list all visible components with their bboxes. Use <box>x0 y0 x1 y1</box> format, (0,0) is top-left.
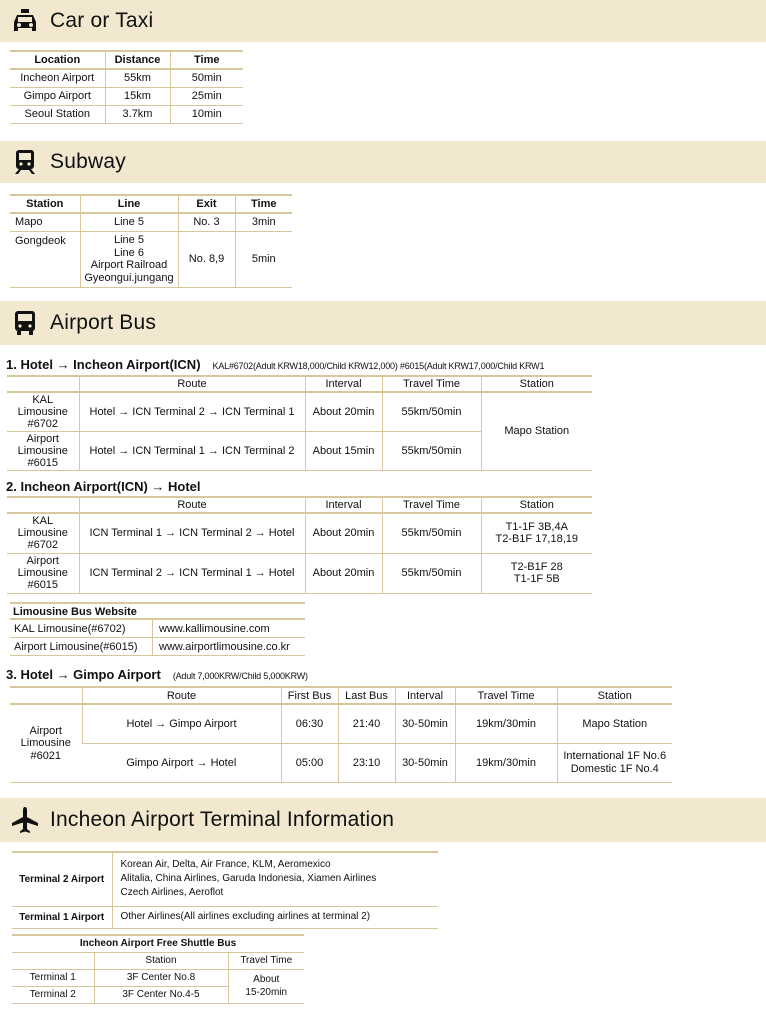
bus-name: KAL Limousine #6702 <box>7 392 79 431</box>
section-car <box>0 0 766 42</box>
cell: Gongdeok <box>10 231 80 287</box>
cell: Hotel → ICN Terminal 2 → ICN Terminal 1 <box>79 392 305 431</box>
table-row <box>10 743 672 782</box>
table-row <box>12 906 438 928</box>
cell: 06:30 <box>281 704 338 743</box>
cell: 5min <box>235 231 292 287</box>
section-title: Airport Bus <box>50 311 157 334</box>
cell: No. 3 <box>178 213 235 231</box>
airline-list: Korean Air, Delta, Air France, KLM, Aeromexico Alitalia, China Airlines, Garuda Indonesia, Xiamen Airlines Czech Airlines, Aeroflot <box>112 852 438 906</box>
cell: 10min <box>170 105 243 123</box>
col-header: Time <box>235 195 292 213</box>
table-row <box>10 69 243 87</box>
shuttle-title: Incheon Airport Free Shuttle Bus <box>12 935 304 952</box>
table-row <box>7 513 592 553</box>
section-title: Car or Taxi <box>50 9 154 32</box>
cell: 30-50min <box>395 704 455 743</box>
cell: 55km <box>105 69 170 87</box>
train-icon <box>10 147 40 177</box>
subway-table <box>10 194 292 288</box>
subsection-heading <box>6 479 201 494</box>
website-link[interactable]: www.airportlimousine.co.kr <box>159 640 290 653</box>
table-row <box>10 105 243 123</box>
subsection-title: 2. Incheon Airport(ICN) → Hotel <box>6 479 201 494</box>
subsection-heading <box>6 667 308 682</box>
terminal-label: Terminal 1 Airport <box>12 906 112 928</box>
airplane-icon <box>10 805 40 835</box>
col-header: First Bus <box>281 687 338 704</box>
table-row <box>12 952 304 969</box>
col-header: Station <box>481 376 592 392</box>
cell: ICN Terminal 2 → ICN Terminal 1 → Hotel <box>79 553 305 593</box>
terminal-table <box>12 851 438 929</box>
col-header: Route <box>82 687 281 704</box>
col-header <box>7 497 79 513</box>
section-title: Subway <box>50 150 126 173</box>
col-header: Interval <box>395 687 455 704</box>
cell: Incheon Airport <box>10 69 105 87</box>
section-terminal <box>0 798 766 842</box>
cell: 23:10 <box>338 743 395 782</box>
line-name: Airport Railroad <box>90 259 168 271</box>
shuttle-table <box>12 934 304 1004</box>
cell: T1-1F 3B,4A T2-B1F 17,18,19 <box>481 513 592 553</box>
cell: About 15-20min <box>228 969 304 1003</box>
cell: 15km <box>105 87 170 105</box>
section-title: Incheon Airport Terminal Information <box>50 808 395 831</box>
col-header: Station <box>94 952 228 969</box>
cell <box>80 231 178 287</box>
table-row <box>10 87 243 105</box>
limousine-website-box <box>10 602 305 656</box>
bus-table-1 <box>7 375 592 471</box>
cell: No. 8,9 <box>178 231 235 287</box>
subsection-heading <box>6 357 544 372</box>
cell: Gimpo Airport <box>10 87 105 105</box>
bus-icon <box>10 308 40 338</box>
table-row <box>12 852 438 906</box>
cell <box>12 952 94 969</box>
col-header <box>7 376 79 392</box>
cell: 55km/50min <box>382 392 481 431</box>
line-name: Line 6 <box>114 246 144 259</box>
col-header: Interval <box>305 497 382 513</box>
section-bus <box>0 301 766 345</box>
table-row <box>10 704 672 743</box>
col-header: Location <box>10 51 105 69</box>
cell: International 1F No.6 Domestic 1F No.4 <box>557 743 672 782</box>
bus-name: KAL Limousine #6702 <box>7 513 79 553</box>
cell: 05:00 <box>281 743 338 782</box>
cell: Terminal 2 <box>12 986 94 1003</box>
cell: About 15min <box>305 431 382 470</box>
bus-table-3 <box>10 686 672 783</box>
col-header: Travel Time <box>228 952 304 969</box>
table-row <box>7 392 592 431</box>
cell: 3min <box>235 213 292 231</box>
website-name: Airport Limousine(#6015) <box>10 638 153 655</box>
col-header: Distance <box>105 51 170 69</box>
cell: T2-B1F 28 T1-1F 5B <box>481 553 592 593</box>
col-header: Station <box>557 687 672 704</box>
cell: Hotel → Gimpo Airport <box>82 704 281 743</box>
col-header: Route <box>79 376 305 392</box>
taxi-icon <box>10 6 40 36</box>
website-name: KAL Limousine(#6702) <box>10 620 153 637</box>
col-header: Station <box>481 497 592 513</box>
cell: 50min <box>170 69 243 87</box>
website-row <box>10 638 305 656</box>
cell: 55km/50min <box>382 431 481 470</box>
table-row <box>7 553 592 593</box>
cell: 55km/50min <box>382 553 481 593</box>
cell: About 20min <box>305 513 382 553</box>
subsection-title: 3. Hotel → Gimpo Airport <box>6 667 161 682</box>
website-title: Limousine Bus Website <box>10 602 305 620</box>
fare-note: KAL#6702(Adult KRW18,000/Child KRW12,000) #6015(Adult KRW17,000/Child KRW1 <box>212 361 545 371</box>
bus-table-2 <box>7 496 592 594</box>
col-header: Station <box>10 195 80 213</box>
website-link[interactable]: www.kallimousine.com <box>159 622 270 635</box>
cell: 55km/50min <box>382 513 481 553</box>
table-row <box>10 213 292 231</box>
col-header <box>10 687 82 704</box>
cell: Seoul Station <box>10 105 105 123</box>
col-header: Interval <box>305 376 382 392</box>
table-row <box>10 231 292 287</box>
col-header: Route <box>79 497 305 513</box>
line-name: Gyeongui.jungang <box>84 271 174 284</box>
cell: 30-50min <box>395 743 455 782</box>
airline-list: Other Airlines(All airlines excluding airlines at terminal 2) <box>112 906 438 928</box>
cell: 19km/30min <box>455 704 557 743</box>
section-subway <box>0 141 766 183</box>
car-table <box>10 50 243 124</box>
col-header: Last Bus <box>338 687 395 704</box>
col-header: Travel Time <box>455 687 557 704</box>
cell: 25min <box>170 87 243 105</box>
table-row <box>12 969 304 986</box>
cell: Hotel → ICN Terminal 1 → ICN Terminal 2 <box>79 431 305 470</box>
cell: About 20min <box>305 553 382 593</box>
col-header: Travel Time <box>382 497 481 513</box>
cell: 3.7km <box>105 105 170 123</box>
cell: Line 5 <box>80 213 178 231</box>
terminal-label: Terminal 2 Airport <box>12 852 112 906</box>
website-row <box>10 620 305 638</box>
bus-name: Airport Limousine #6015 <box>7 553 79 593</box>
cell: Mapo Station <box>557 704 672 743</box>
cell: Terminal 1 <box>12 969 94 986</box>
cell: Gimpo Airport → Hotel <box>82 743 281 782</box>
fare-note: (Adult 7,000KRW/Child 5,000KRW) <box>172 671 308 681</box>
bus-name: Airport Limousine #6015 <box>7 431 79 470</box>
line-name: Line 5 <box>114 234 144 246</box>
cell: 21:40 <box>338 704 395 743</box>
col-header: Travel Time <box>382 376 481 392</box>
cell: 3F Center No.8 <box>94 969 228 986</box>
cell: About 20min <box>305 392 382 431</box>
col-header: Time <box>170 51 243 69</box>
cell: ICN Terminal 1 → ICN Terminal 2 → Hotel <box>79 513 305 553</box>
cell: 3F Center No.4-5 <box>94 986 228 1003</box>
bus-name: Airport Limousine #6021 <box>10 704 82 782</box>
cell: 19km/30min <box>455 743 557 782</box>
cell: Mapo Station <box>481 392 592 470</box>
cell: Mapo <box>10 213 80 231</box>
col-header: Exit <box>178 195 235 213</box>
subsection-title: 1. Hotel → Incheon Airport(ICN) <box>6 357 201 372</box>
col-header: Line <box>80 195 178 213</box>
